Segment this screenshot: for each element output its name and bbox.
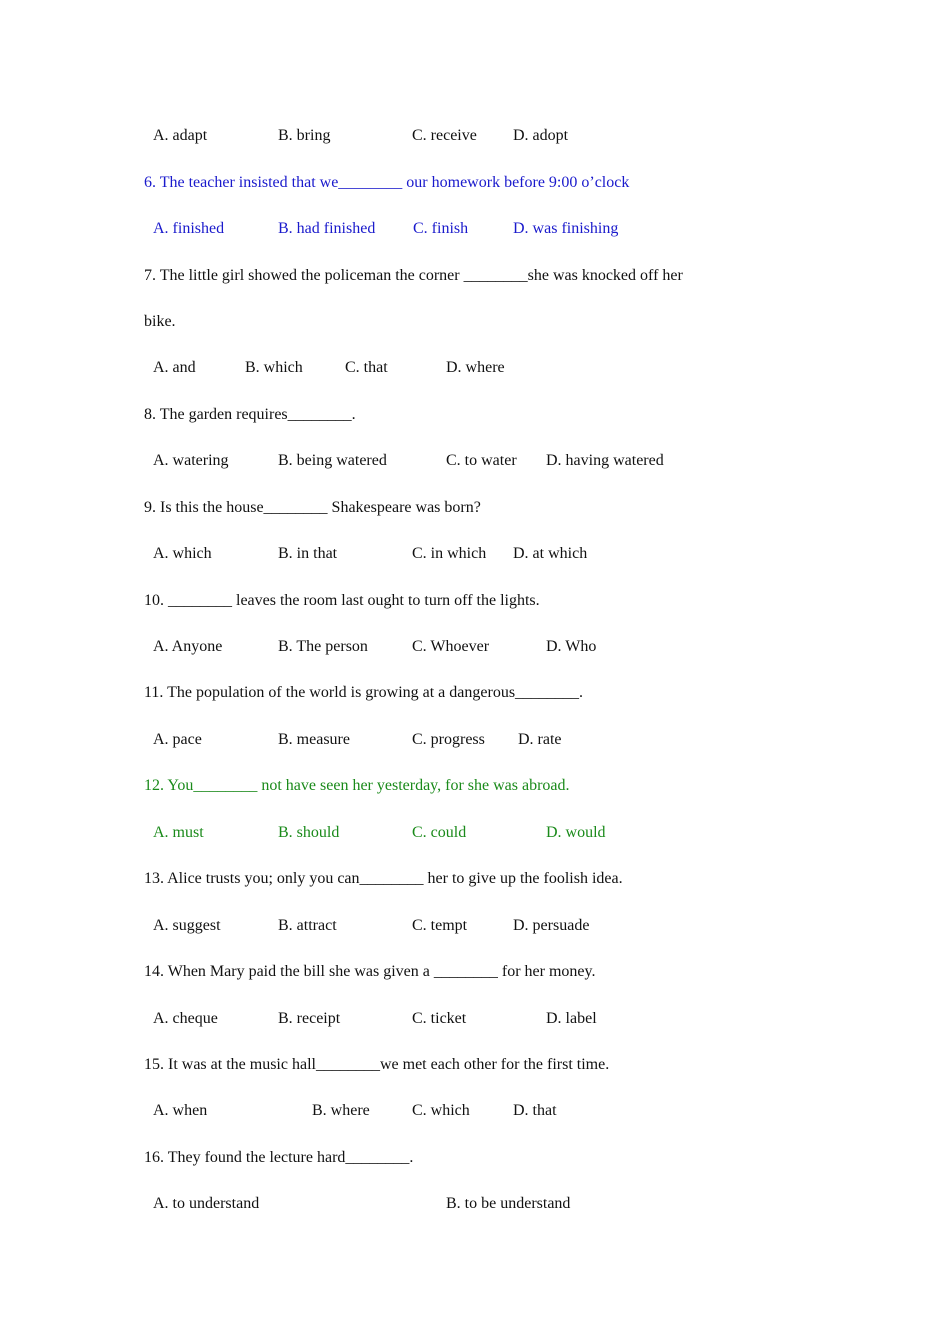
option-b: B. which (245, 359, 303, 376)
q11-options (0, 730, 950, 750)
q14-options (0, 1009, 950, 1029)
q7-stem-line-1: 7. The little girl showed the policeman the corner ________she was knocked off her (144, 267, 683, 284)
option-c: C. that (345, 359, 388, 376)
q15-stem: 15. It was at the music hall________we met each other for the first time. (144, 1056, 610, 1073)
option-d: D. Who (546, 638, 597, 655)
option-b: B. measure (278, 731, 350, 748)
option-a: A. which (153, 545, 212, 562)
option-a: A. to understand (153, 1195, 260, 1212)
q10-stem: 10. ________ leaves the room last ought to turn off the lights. (144, 592, 540, 609)
option-a: A. Anyone (153, 638, 223, 655)
option-b: B. had finished (278, 220, 376, 237)
option-c: C. which (412, 1102, 470, 1119)
option-d: D. label (546, 1010, 597, 1027)
q16-stem: 16. They found the lecture hard________. (144, 1149, 414, 1166)
option-b: B. where (312, 1102, 370, 1119)
q7-stem-line-2: bike. (144, 313, 176, 330)
option-d: D. having watered (546, 452, 664, 469)
option-c: C. to water (446, 452, 517, 469)
option-b: B. bring (278, 127, 331, 144)
option-a: A. pace (153, 731, 202, 748)
option-a: A. watering (153, 452, 229, 469)
option-a: A. and (153, 359, 196, 376)
q10-options (0, 637, 950, 657)
option-d: D. where (446, 359, 505, 376)
option-c: C. tempt (412, 917, 468, 934)
option-b: B. attract (278, 917, 337, 934)
option-b: B. being watered (278, 452, 387, 469)
option-d: D. would (546, 824, 606, 841)
option-b: B. should (278, 824, 340, 841)
option-b: B. receipt (278, 1010, 341, 1027)
q8-stem: 8. The garden requires________. (144, 406, 356, 423)
option-b: B. The person (278, 638, 368, 655)
q14-stem: 14. When Mary paid the bill she was given a ________ for her money. (144, 963, 596, 980)
q16-options (0, 1194, 950, 1214)
q12-stem: 12. You________ not have seen her yesterday, for she was abroad. (144, 777, 570, 794)
option-d: D. rate (518, 731, 562, 748)
option-c: C. in which (412, 545, 487, 562)
option-a: A. finished (153, 220, 225, 237)
q9-stem: 9. Is this the house________ Shakespeare was born? (144, 499, 481, 516)
q6-stem: 6. The teacher insisted that we________ our homework before 9:00 o’clock (144, 174, 630, 191)
option-b: B. to be understand (446, 1195, 571, 1212)
q5-options (0, 126, 950, 146)
q6-options (0, 219, 950, 239)
option-a: A. suggest (153, 917, 221, 934)
q7-options (0, 358, 950, 378)
q11-stem: 11. The population of the world is growing at a dangerous________. (144, 684, 584, 701)
q13-options (0, 916, 950, 936)
option-a: A. cheque (153, 1010, 218, 1027)
option-d: D. persuade (513, 917, 590, 934)
option-c: C. could (412, 824, 467, 841)
option-d: D. at which (513, 545, 588, 562)
option-c: C. progress (412, 731, 485, 748)
option-c: C. receive (412, 127, 477, 144)
option-d: D. was finishing (513, 220, 619, 237)
option-b: B. in that (278, 545, 338, 562)
option-c: C. finish (413, 220, 469, 237)
q15-options (0, 1101, 950, 1121)
option-a: A. when (153, 1102, 208, 1119)
option-a: A. must (153, 824, 204, 841)
q8-options (0, 451, 950, 471)
q9-options (0, 544, 950, 564)
option-d: D. adopt (513, 127, 569, 144)
option-c: C. ticket (412, 1010, 467, 1027)
option-d: D. that (513, 1102, 557, 1119)
q13-stem: 13. Alice trusts you; only you can________ her to give up the foolish idea. (144, 870, 623, 887)
option-c: C. Whoever (412, 638, 490, 655)
q12-options (0, 823, 950, 843)
option-a: A. adapt (153, 127, 208, 144)
